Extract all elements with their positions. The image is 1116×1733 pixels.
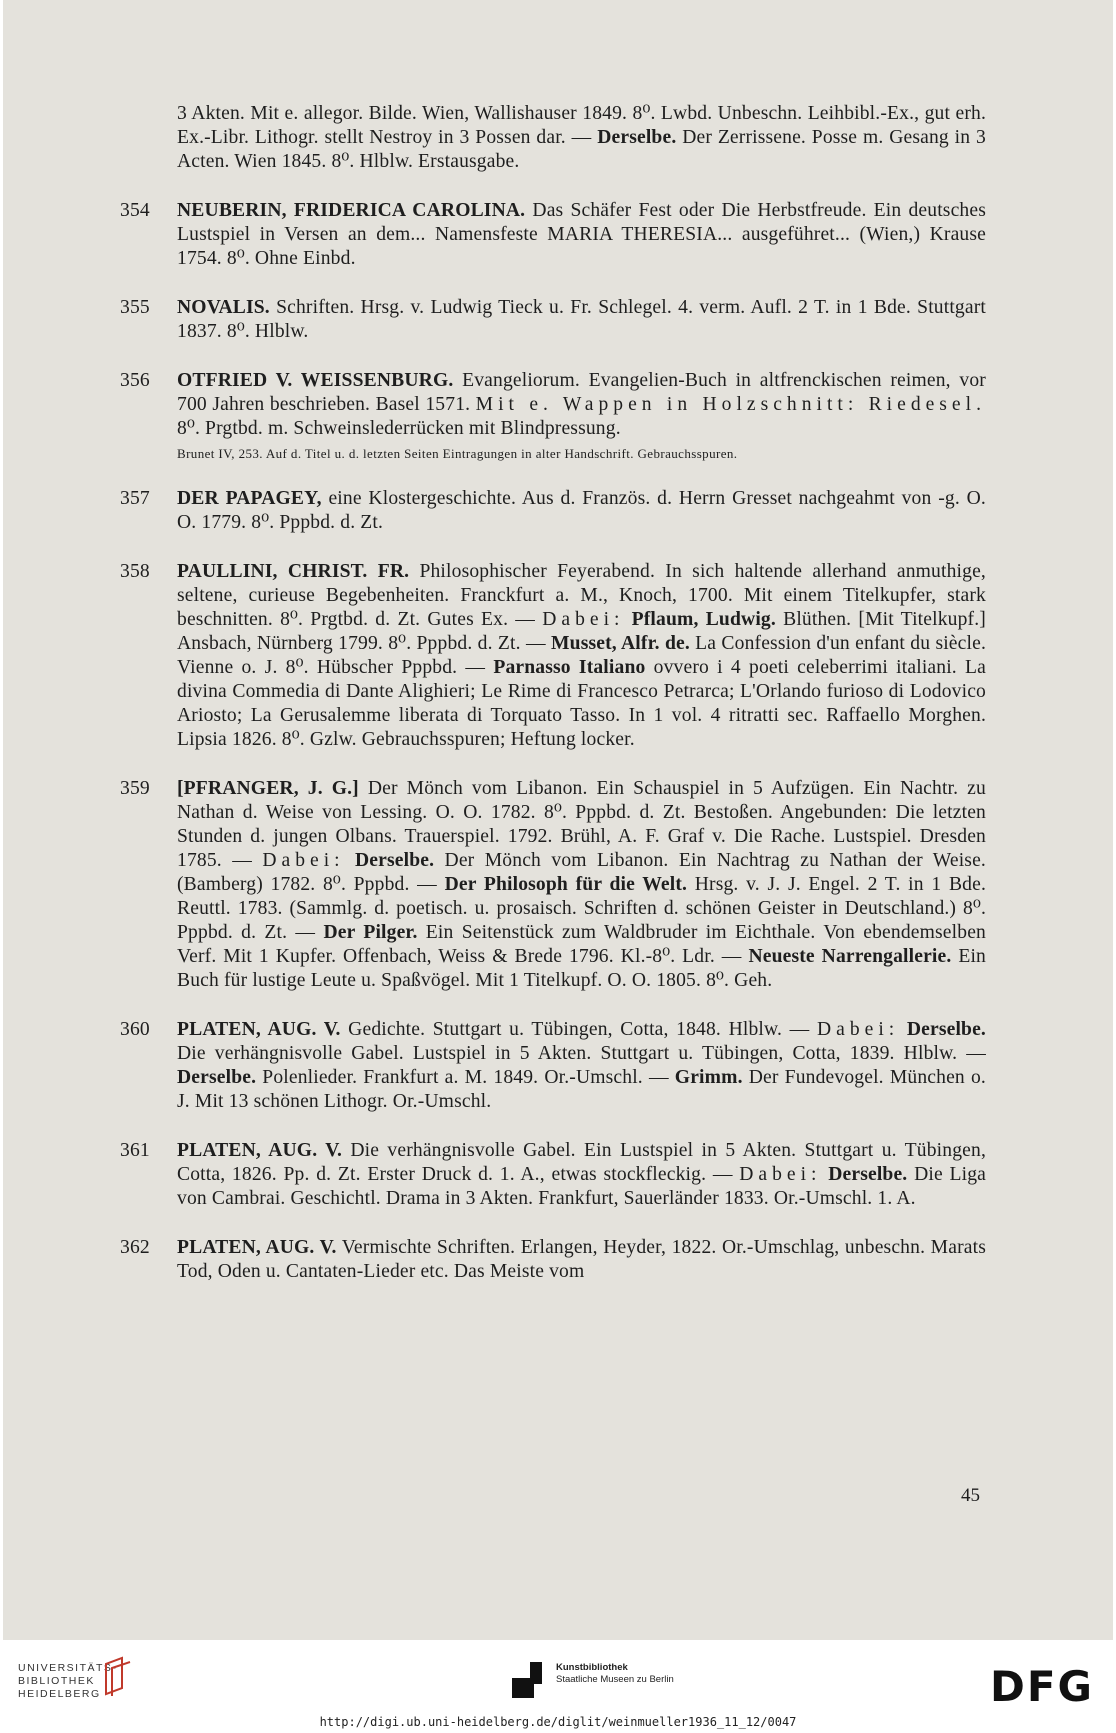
entry-text: Polenlieder. Frankfurt a. M. 1849. Or.-Umschl. — [262, 1067, 669, 1088]
entry-362 [120, 1236, 986, 1284]
entry-357 [120, 487, 986, 535]
university-line: HEIDELBERG [18, 1688, 101, 1700]
continued-entry [177, 102, 986, 174]
entry-text: Evangeliorum. Evangelien-Buch in altfrenckischen reimen, vor 700 Jahren beschrieben. Basel 1571. [177, 370, 986, 415]
university-logo-icon [100, 1654, 134, 1698]
entry-text: Die Liga von Cambrai. Geschichtl. Drama in 3 Akten. Frankfurt, Sauerländer 1833. Or.-Umschl. 1. A. [177, 1164, 986, 1209]
lead-text: 3 Akten. Mit e. allegor. Bilde. Wien, Wallishauser 1849. 8⁰. Lwbd. Unbeschn. Leihbibl.-Ex., gut erh. Ex.-Libr. Lithogr. stellt Nestroy in 3 Possen dar. — [177, 103, 986, 148]
university-line: UNIVERSITÄTS- [18, 1662, 118, 1674]
entry-bold: Der Philosoph für die Welt. [444, 874, 688, 895]
entry-354 [120, 199, 986, 271]
entry-text: Die verhängnisvolle Gabel. Ein Lustspiel in 5 Akten. Stuttgart u. Tübingen, Cotta, 1826. Pp. d. Zt. Erster Druck d. 1. A., etwas stockfleckig. — [177, 1140, 986, 1185]
entry-text: Blüthen. [Mit Titelkupf.] Ansbach, Nürnberg 1799. 8⁰. Pppbd. d. Zt. — [177, 609, 986, 654]
kunstbibliothek-logo-icon [508, 1660, 548, 1700]
entry-head: [PFRANGER, J. G.] [177, 778, 359, 799]
entry-bold: Musset, Alfr. de. [551, 633, 690, 654]
entry-bold: Pflaum, Ludwig. [631, 609, 776, 630]
lead-bold: Derselbe. [597, 127, 677, 148]
kunstbibliothek-label [556, 1662, 674, 1686]
entry-text: Der Fundevogel. München o. J. Mit 13 schönen Lithogr. Or.-Umschl. [177, 1067, 986, 1112]
scanned-page [3, 0, 1113, 1640]
dabei-label: Dabei: [739, 1164, 822, 1185]
entry-359 [120, 777, 986, 993]
entry-text: Der Mönch vom Libanon. Ein Nachtrag zu Nathan der Weise. (Bamberg) 1782. 8⁰. Pppbd. — [177, 850, 986, 895]
entry-head: OTFRIED V. WEISSENBURG. [177, 370, 454, 391]
entry-head: PLATEN, AUG. V. [177, 1019, 341, 1040]
entry-text: Gedichte. Stuttgart u. Tübingen, Cotta, 1848. Hlblw. — [348, 1019, 810, 1040]
entry-361 [120, 1139, 986, 1211]
entry-text: Vermischte Schriften. Erlangen, Heyder, 1822. Or.-Umschlag, unbeschn. Marats Tod, Oden u. Cantaten-Lieder etc. Das Meiste vom [177, 1237, 986, 1282]
entry-number: 358 [120, 561, 150, 582]
entry-text: Philosophischer Feyerabend. In sich haltende allerhand anmuthige, seltene, curieuse Begebenheiten. Franckfurt a. M., Knoch, 1700. Mit einem Titelkupfer, stark beschnitten. 8⁰. Prgtbd. d. Zt. Gutes Ex. — [177, 561, 986, 630]
dfg-logo: DFG [990, 1662, 1095, 1711]
entry-text: Hrsg. v. J. J. Engel. 2 T. in 1 Bde. Reuttl. 1783. (Sammlg. d. poetisch. u. prosaisch. Schriften d. schönen Geister in Deutschland.) 8⁰. Pppbd. d. Zt. — [177, 874, 986, 943]
entry-number: 361 [120, 1140, 150, 1161]
entry-head: PLATEN, AUG. V. [177, 1237, 337, 1258]
entry-bold: Parnasso Italiano [493, 657, 646, 678]
entry-text: Schriften. Hrsg. v. Ludwig Tieck u. Fr. Schlegel. 4. verm. Aufl. 2 T. in 1 Bde. Stuttgart 1837. 8⁰. Hlblw. [177, 297, 986, 342]
entry-head: PAULLINI, CHRIST. FR. [177, 561, 410, 582]
source-url[interactable]: http://digi.ub.uni-heidelberg.de/diglit/weinmueller1936_11_12/0047 [319, 1715, 797, 1729]
entry-number: 356 [120, 370, 150, 391]
university-line: BIBLIOTHEK [18, 1675, 95, 1687]
dabei-label: Dabei: [262, 850, 345, 871]
entry-bold: Derselbe. [354, 850, 435, 871]
entry-bold: Derselbe. [828, 1164, 908, 1185]
entry-355 [120, 296, 986, 344]
entry-bold: Neueste Narrengallerie. [748, 946, 952, 967]
entry-number: 362 [120, 1237, 150, 1258]
dabei-label: Dabei: [542, 609, 625, 630]
entry-bold: Derselbe. [906, 1019, 986, 1040]
entry-number: 360 [120, 1019, 150, 1040]
entry-spaced-text: Mit e. Wappen in Holzschnitt: Riedesel. [475, 394, 986, 415]
entry-number: 357 [120, 488, 150, 509]
entry-text: Der Mönch vom Libanon. Ein Schauspiel in 5 Aufzügen. Ein Nachtr. zu Nathan d. Weise von Lessing. O. O. 1782. 8⁰. Pppbd. d. Zt. Bestoßen. Angebunden: Die letzten Stunden d. jungen Olbans. Trauerspiel. 1792. Brühl, A. F. Graf v. Die Rache. Lustspiel. Dresden 1785. — [177, 778, 986, 871]
entry-number: 359 [120, 778, 150, 799]
entry-number: 355 [120, 297, 150, 318]
lead-tail: Der Zerrissene. Posse m. Gesang in 3 Acten. Wien 1845. 8⁰. Hlblw. Erstausgabe. [177, 127, 986, 172]
entry-head: NOVALIS. [177, 297, 270, 318]
page-number: 45 [961, 1485, 980, 1506]
entry-text: eine Klostergeschichte. Aus d. Französ. d. Herrn Gresset nachgeahmt von -g. O. O. 1779. 8⁰. Pppbd. d. Zt. [177, 488, 986, 533]
entry-head: NEUBERIN, FRIDERICA CAROLINA. [177, 200, 526, 221]
entry-text: 8⁰. Prgtbd. m. Schweinslederrücken mit Blindpressung. [177, 418, 621, 439]
entry-text: La Confession d'un enfant du siècle. Vienne o. J. 8⁰. Hübscher Pppbd. — [177, 633, 986, 678]
entry-head: PLATEN, AUG. V. [177, 1140, 343, 1161]
kb-title: Kunstbibliothek [556, 1662, 628, 1673]
entry-text: Ein Buch für lustige Leute u. Spaßvögel. Mit 1 Titelkupf. O. O. 1805. 8⁰. Geh. [177, 946, 986, 991]
entry-number: 354 [120, 200, 150, 221]
entry-note: Brunet IV, 253. Auf d. Titel u. d. letzten Seiten Eintragungen in alter Handschrift. Gebrauchsspuren. [177, 446, 738, 461]
entry-text: Das Schäfer Fest oder Die Herbstfreude. Ein deutsches Lustspiel in Versen an dem... Namensfeste MARIA THERESIA... ausgeführet... (Wien,) Krause 1754. 8⁰. Ohne Einbd. [177, 200, 986, 269]
entry-bold: Derselbe. [177, 1067, 257, 1088]
entry-360 [120, 1018, 986, 1114]
kb-subtitle: Staatliche Museen zu Berlin [556, 1674, 674, 1685]
footer-bar [0, 1640, 1116, 1733]
entry-358 [120, 560, 986, 752]
entry-head: DER PAPAGEY, [177, 488, 322, 509]
dabei-label: Dabei: [817, 1019, 900, 1040]
catalog-entries [120, 102, 986, 1284]
entry-text: ovvero i 4 poeti celeberrimi italiani. La divina Commedia di Dante Alighieri; Le Rime di Francesco Petrarca; L'Orlando furioso di Lodovico Ariosto; La Gerusalemme liberata di Torquato Tasso. In 1 vol. 4 ritratti sec. Raffaello Morghen. Lipsia 1826. 8⁰. Gzlw. Gebrauchsspuren; Heftung locker. [177, 657, 986, 750]
entry-text: Die verhängnisvolle Gabel. Lustspiel in 5 Akten. Stuttgart u. Tübingen, Cotta, 1839. Hlblw. — [177, 1043, 986, 1064]
entry-bold: Der Pilger. [323, 922, 418, 943]
entry-bold: Grimm. [674, 1067, 743, 1088]
entry-text: Ein Seitenstück zum Waldbruder im Eichthale. Von ebendemselben Verf. Mit 1 Kupfer. Offenbach, Weiss & Brede 1796. Kl.-8⁰. Ldr. — [177, 922, 986, 967]
entry-356 [120, 369, 986, 462]
